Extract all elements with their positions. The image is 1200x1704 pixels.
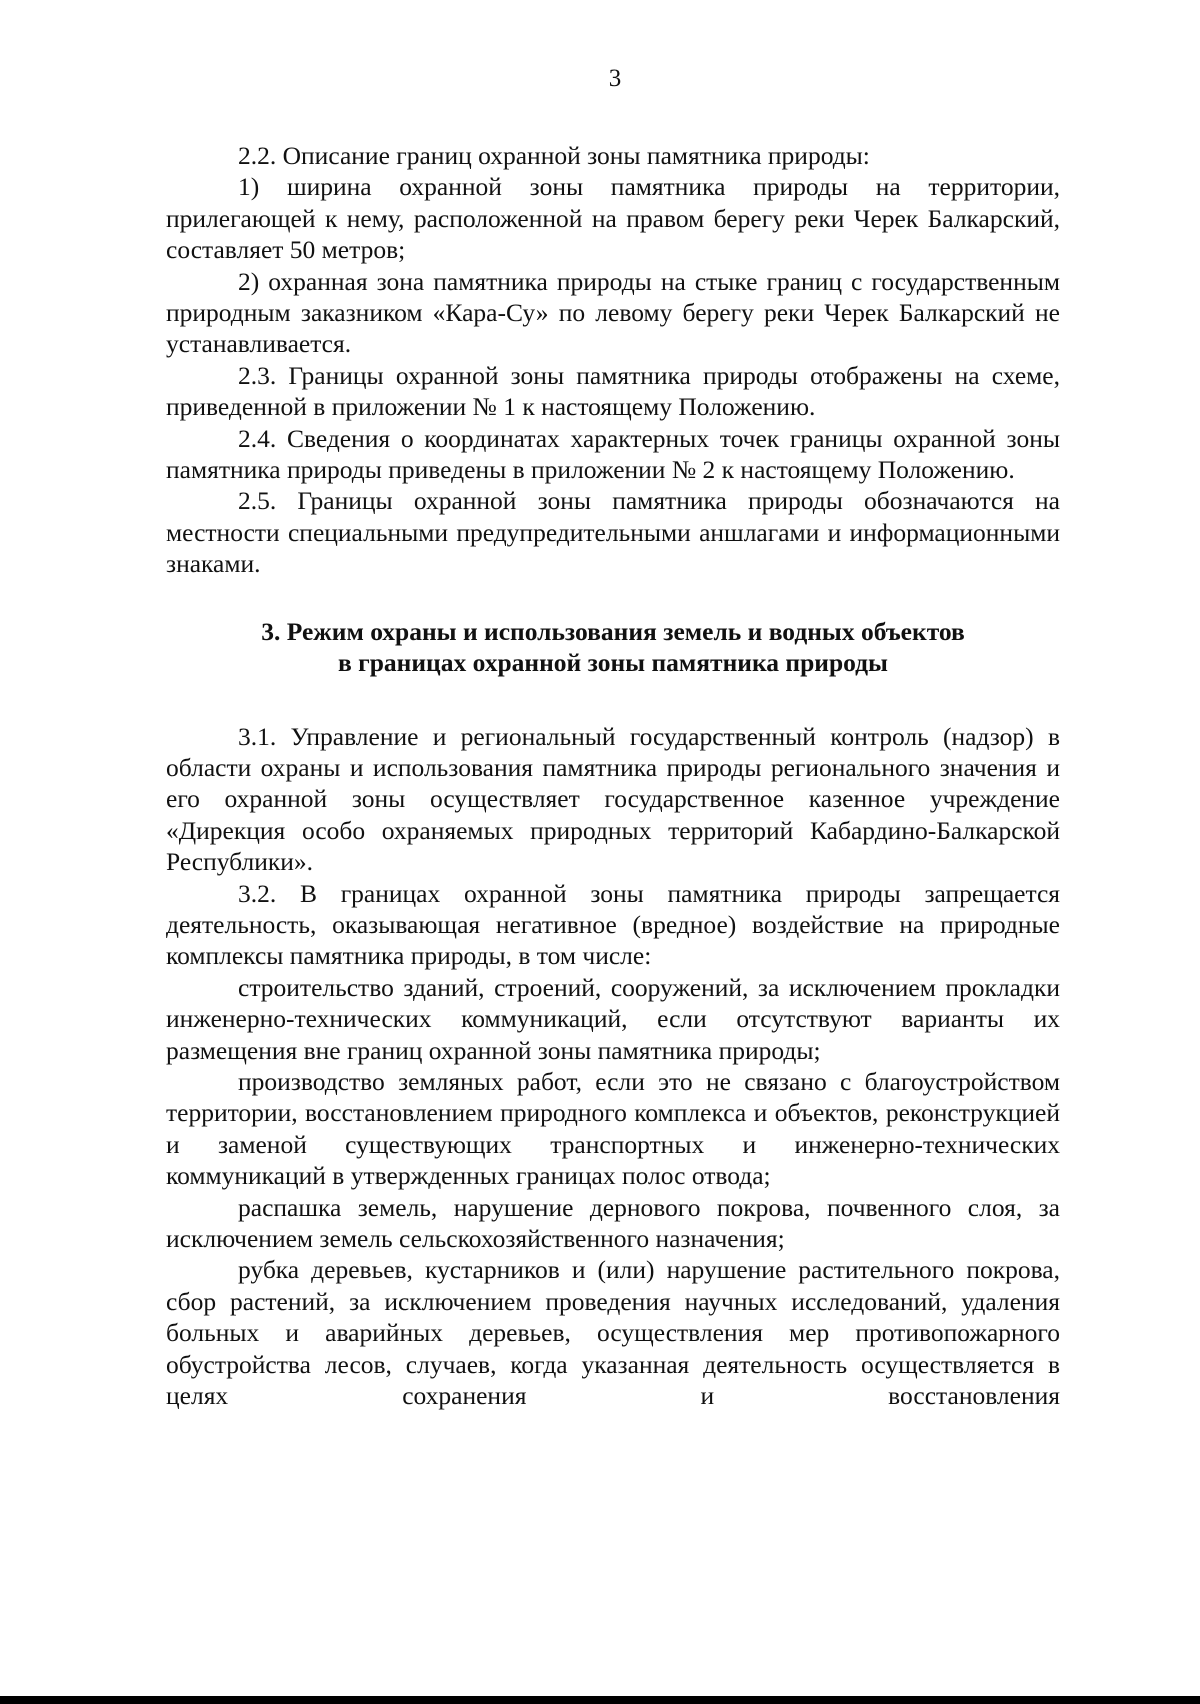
prohibition-tree-felling: рубка деревьев, кустарников и (или) нарушение растительного покрова, сбор растений, за исключением проведения научных исследований, удаления больных и аварийных деревьев, осуществления мер противопожарного обустройства лесов, случаев, когда указанная деятельность осуществляется в целях сохранения и восстановления	[166, 1255, 1060, 1411]
prohibition-construction: строительство зданий, строений, сооружений, за исключением прокладки инженерно-технических коммуникаций, если отсутствуют варианты их размещения вне границ охранной зоны памятника природы;	[166, 972, 1060, 1065]
paragraph-3-1: 3.1. Управление и региональный государственный контроль (надзор) в области охраны и использования памятника природы регионального значения и его охранной зоны осуществляет государственное казенное учреждение «Дирекция особо охраняемых природных территорий Кабардино-Балкарской Республики».	[166, 721, 1060, 877]
document-body	[166, 140, 1060, 1411]
section-3-title-line-2: в границах охранной зоны памятника природы	[338, 648, 888, 678]
page-number: 3	[608, 65, 622, 92]
section-3-title-line-1: 3. Режим охраны и использования земель и водных объектов	[261, 616, 965, 646]
paragraph-2-3: 2.3. Границы охранной зоны памятника природы отображены на схеме, приведенной в приложении № 1 к настоящему Положению.	[166, 360, 1060, 422]
paragraph-3-2: 3.2. В границах охранной зоны памятника природы запрещается деятельность, оказывающая негативное (вредное) воздействие на природные комплексы памятника природы, в том числе:	[166, 878, 1060, 971]
prohibition-plowing: распашка земель, нарушение дернового покрова, почвенного слоя, за исключением земель сельскохозяйственного назначения;	[166, 1192, 1060, 1253]
section-3-title	[166, 616, 1060, 679]
scan-edge-bar	[0, 1696, 1200, 1704]
prohibition-earthworks: производство земляных работ, если это не связано с благоустройством территории, восстановлением природного комплекса и объектов, реконструкцией и заменой существующих транспортных и инженерно-технических коммуникаций в утвержденных границах полос отвода;	[166, 1066, 1060, 1191]
paragraph-2-2-item-2: 2) охранная зона памятника природы на стыке границ с государственным природным заказником «Кара-Су» по левому берегу реки Черек Балкарский не устанавливается.	[166, 266, 1060, 359]
paragraph-2-4: 2.4. Сведения о координатах характерных точек границы охранной зоны памятника природы приведены в приложении № 2 к настоящему Положению.	[166, 423, 1060, 485]
paragraph-2-5: 2.5. Границы охранной зоны памятника природы обозначаются на местности специальными предупредительными аншлагами и информационными знаками.	[166, 486, 1060, 579]
paragraph-2-2-item-1: 1) ширина охранной зоны памятника природы на территории, прилегающей к нему, расположенной на правом берегу реки Черек Балкарский, составляет 50 метров;	[166, 172, 1060, 265]
paragraph-2-2: 2.2. Описание границ охранной зоны памятника природы:	[238, 141, 870, 170]
